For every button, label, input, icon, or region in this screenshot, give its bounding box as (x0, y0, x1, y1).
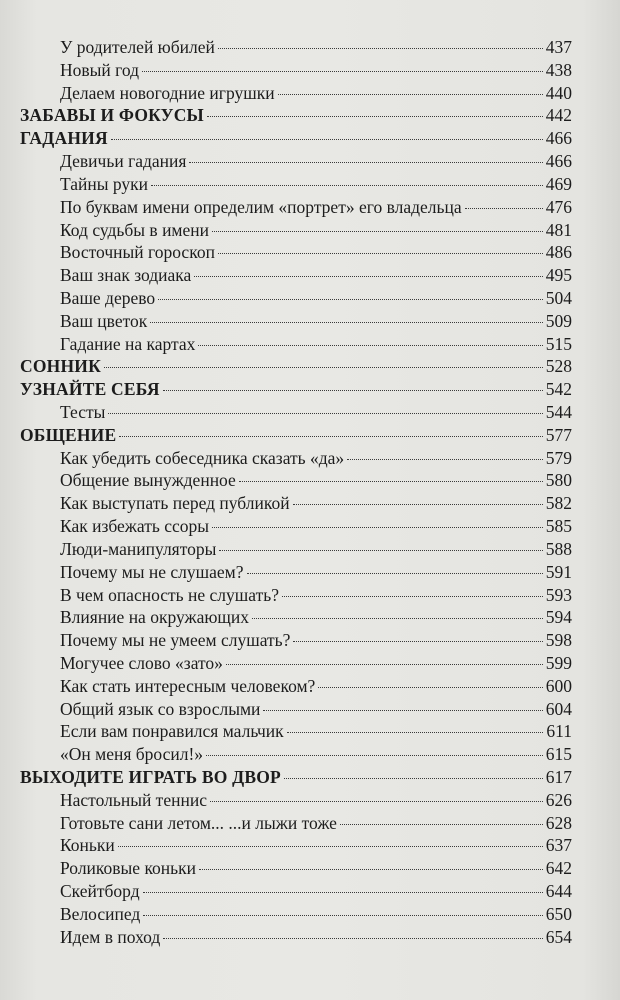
dot-leader (158, 299, 543, 300)
toc-subsection-entry (20, 287, 572, 310)
entry-page-number: 438 (545, 59, 572, 80)
toc-subsection-entry (20, 82, 572, 105)
entry-page-number: 542 (545, 379, 572, 400)
entry-title: Почему мы не слушаем? (60, 561, 244, 582)
entry-title: Ваше дерево (60, 287, 156, 308)
entry-page-number: 637 (545, 835, 572, 856)
entry-page-number: 604 (545, 698, 572, 719)
entry-page-number: 442 (545, 105, 572, 126)
entry-title: Влияние на окружающих (60, 607, 250, 628)
entry-title: Если вам понравился мальчик (60, 721, 284, 742)
toc-subsection-entry (20, 561, 572, 584)
toc-subsection-entry (20, 629, 572, 652)
entry-page-number: 594 (545, 607, 572, 628)
dot-leader (247, 573, 543, 574)
dot-leader (198, 345, 542, 346)
entry-title: Код судьбы в имени (60, 219, 210, 240)
dot-leader (252, 618, 543, 619)
dot-leader (293, 504, 543, 505)
dot-leader (210, 801, 543, 802)
toc-subsection-entry (20, 652, 572, 675)
toc-section-entry (20, 104, 572, 127)
entry-page-number: 466 (545, 128, 572, 149)
entry-page-number: 585 (545, 516, 572, 537)
entry-title: У родителей юбилей (60, 37, 215, 57)
dot-leader (239, 481, 543, 482)
entry-title: Гадание на картах (60, 333, 196, 354)
entry-title: ВЫХОДИТЕ ИГРАТЬ ВО ДВОР (20, 767, 281, 787)
toc-subsection-entry (20, 241, 572, 264)
dot-leader (207, 116, 543, 117)
entry-page-number: 591 (545, 561, 572, 582)
entry-title: Восточный гороскоп (60, 242, 215, 263)
entry-page-number: 509 (545, 310, 572, 331)
toc-subsection-entry (20, 264, 572, 287)
toc-subsection-entry (20, 789, 572, 812)
toc-section-entry (20, 424, 572, 447)
toc-subsection-entry (20, 469, 572, 492)
entry-title: Могучее слово «зато» (60, 652, 223, 673)
entry-title: По буквам имени определим «портрет» его владельца (60, 196, 462, 217)
dot-leader (108, 413, 542, 414)
entry-title: Как избежать ссоры (60, 516, 210, 537)
toc-subsection-entry (20, 903, 572, 926)
entry-page-number: 504 (545, 287, 572, 308)
dot-leader (218, 48, 543, 49)
toc-subsection-entry (20, 310, 572, 333)
entry-page-number: 642 (545, 858, 572, 879)
entry-title: Новый год (60, 59, 140, 80)
toc-subsection-entry (20, 857, 572, 880)
entry-page-number: 580 (545, 470, 572, 491)
toc-subsection-entry (20, 492, 572, 515)
entry-title: Общение вынужденное (60, 470, 236, 491)
entry-page-number: 598 (545, 630, 572, 651)
toc-subsection-entry (20, 584, 572, 607)
toc-subsection-entry (20, 880, 572, 903)
entry-page-number: 615 (545, 744, 572, 765)
dot-leader (111, 139, 543, 140)
entry-title: Идем в поход (60, 926, 161, 947)
toc-subsection-entry (20, 720, 572, 743)
dot-leader (219, 550, 542, 551)
toc-subsection-entry (20, 698, 572, 721)
dot-leader (119, 436, 542, 437)
toc-subsection-entry (20, 173, 572, 196)
dot-leader (226, 664, 543, 665)
dot-leader (218, 253, 543, 254)
toc-section-entry (20, 766, 572, 789)
entry-title: Коньки (60, 835, 115, 856)
dot-leader (189, 162, 542, 163)
entry-title: Велосипед (60, 903, 141, 924)
entry-title: Как выступать перед публикой (60, 493, 290, 514)
entry-page-number: 650 (545, 903, 572, 924)
dot-leader (287, 732, 544, 733)
toc-subsection-entry (20, 812, 572, 835)
toc-subsection-entry (20, 743, 572, 766)
dot-leader (318, 687, 542, 688)
entry-title: Роликовые коньки (60, 858, 197, 879)
dot-leader (293, 641, 542, 642)
entry-page-number: 515 (545, 333, 572, 354)
dot-leader (163, 390, 543, 391)
entry-page-number: 593 (545, 584, 572, 605)
entry-title: Как стать интересным человеком? (60, 675, 316, 696)
entry-title: Люди-манипуляторы (60, 538, 217, 559)
table-of-contents (20, 36, 572, 949)
dot-leader (278, 94, 543, 95)
dot-leader (212, 527, 543, 528)
toc-subsection-entry (20, 219, 572, 242)
entry-page-number: 582 (545, 493, 572, 514)
entry-title: УЗНАЙТЕ СЕБЯ (20, 379, 160, 400)
dot-leader (465, 208, 543, 209)
entry-page-number: 599 (545, 652, 572, 673)
entry-title: Делаем новогодние игрушки (60, 82, 275, 103)
entry-page-number: 476 (545, 196, 572, 217)
entry-page-number: 495 (545, 265, 572, 286)
entry-title: Скейтборд (60, 881, 140, 902)
dot-leader (284, 778, 543, 779)
dot-leader (150, 322, 542, 323)
dot-leader (212, 231, 543, 232)
entry-page-number: 588 (545, 538, 572, 559)
entry-page-number: 644 (545, 881, 572, 902)
dot-leader (151, 185, 543, 186)
entry-title: «Он меня бросил!» (60, 744, 204, 765)
toc-subsection-entry (20, 196, 572, 219)
entry-page-number: 528 (545, 356, 572, 377)
entry-title: ГАДАНИЯ (20, 128, 108, 149)
dot-leader (347, 459, 543, 460)
dot-leader (199, 869, 543, 870)
dot-leader (118, 846, 543, 847)
toc-subsection-entry (20, 401, 572, 424)
dot-leader (143, 892, 543, 893)
entry-page-number: 437 (545, 37, 572, 57)
toc-subsection-entry (20, 675, 572, 698)
dot-leader (104, 367, 543, 368)
entry-page-number: 626 (545, 789, 572, 810)
entry-title: Готовьте сани летом... ...и лыжи тоже (60, 812, 337, 833)
entry-title: Настольный теннис (60, 789, 207, 810)
entry-page-number: 466 (545, 151, 572, 172)
entry-title: Почему мы не умеем слушать? (60, 630, 291, 651)
entry-page-number: 486 (545, 242, 572, 263)
entry-title: Ваш знак зодиака (60, 265, 192, 286)
entry-title: Общий язык со взрослыми (60, 698, 261, 719)
entry-page-number: 600 (545, 675, 572, 696)
toc-subsection-entry (20, 333, 572, 356)
dot-leader (340, 824, 543, 825)
toc-section-entry (20, 378, 572, 401)
toc-subsection-entry (20, 59, 572, 82)
entry-page-number: 654 (545, 926, 572, 947)
entry-title: Как убедить собеседника сказать «да» (60, 447, 345, 468)
entry-title: В чем опасность не слушать? (60, 584, 279, 605)
entry-title: Тесты (60, 402, 106, 422)
entry-title: Тайны руки (60, 173, 149, 194)
entry-page-number: 628 (545, 812, 572, 833)
entry-title: ОБЩЕНИЕ (20, 424, 117, 445)
entry-page-number: 577 (545, 424, 572, 445)
toc-subsection-entry (20, 150, 572, 173)
dot-leader (282, 596, 543, 597)
dot-leader (143, 915, 542, 916)
entry-page-number: 469 (545, 173, 572, 194)
entry-page-number: 481 (545, 219, 572, 240)
toc-subsection-entry (20, 447, 572, 470)
entry-page-number: 617 (545, 767, 572, 787)
entry-title: ЗАБАВЫ И ФОКУСЫ (20, 105, 204, 126)
dot-leader (263, 710, 542, 711)
entry-page-number: 611 (546, 721, 572, 742)
dot-leader (194, 276, 542, 277)
entry-title: Девичьи гадания (60, 151, 187, 172)
entry-title: Ваш цветок (60, 310, 148, 331)
toc-subsection-entry (20, 515, 572, 538)
entry-page-number: 579 (545, 447, 572, 468)
entry-page-number: 544 (545, 402, 572, 422)
entry-title: СОННИК (20, 356, 101, 377)
toc-section-entry (20, 127, 572, 150)
toc-subsection-entry (20, 926, 572, 949)
toc-subsection-entry (20, 834, 572, 857)
dot-leader (206, 755, 543, 756)
dot-leader (163, 938, 542, 939)
toc-section-entry (20, 355, 572, 378)
dot-leader (142, 71, 543, 72)
toc-subsection-entry (20, 538, 572, 561)
entry-page-number: 440 (545, 82, 572, 103)
toc-subsection-entry (20, 606, 572, 629)
toc-subsection-entry (20, 36, 572, 59)
